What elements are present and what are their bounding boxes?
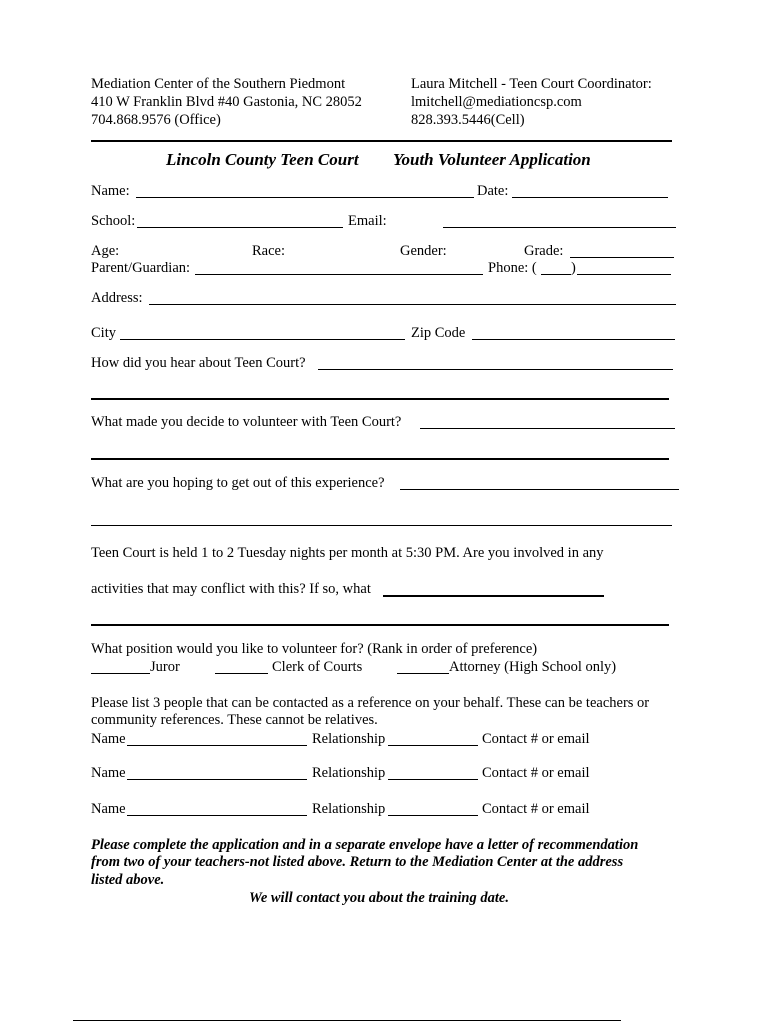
- grade-label: Grade:: [524, 243, 564, 259]
- conflict-field-line-2[interactable]: [91, 624, 669, 626]
- question-schedule-line-2: activities that may conflict with this? If so, what: [91, 581, 371, 597]
- reference-name-label: Name: [91, 765, 126, 781]
- name-label: Name:: [91, 183, 130, 199]
- date-field[interactable]: [512, 183, 668, 198]
- closing-line-1: Please complete the application and in a separate envelope have a letter of recommendation: [91, 837, 639, 853]
- reference-1-name-field[interactable]: [127, 731, 307, 746]
- reference-name-label: Name: [91, 731, 126, 747]
- reference-3-name-field[interactable]: [127, 801, 307, 816]
- org-phone: 704.868.9576 (Office): [91, 112, 221, 128]
- header-divider: [91, 140, 672, 142]
- title-application: Youth Volunteer Application: [393, 150, 591, 169]
- org-name: Mediation Center of the Southern Piedmont: [91, 76, 346, 92]
- reference-2-name-field[interactable]: [127, 765, 307, 780]
- decide-field-line-2[interactable]: [91, 458, 669, 460]
- juror-rank-field[interactable]: [91, 659, 150, 674]
- attorney-label: Attorney (High School only): [449, 659, 617, 675]
- closing-line-2: from two of your teachers-not listed above. Return to the Mediation Center at the address: [91, 854, 624, 870]
- clerk-label: Clerk of Courts: [272, 659, 363, 675]
- coordinator-name: Laura Mitchell - Teen Court Coordinator:: [411, 76, 652, 92]
- race-label: Race:: [252, 243, 286, 259]
- reference-contact-label: Contact # or email: [482, 801, 590, 817]
- reference-relationship-label: Relationship: [312, 731, 386, 747]
- phone-label: Phone: (: [488, 260, 537, 276]
- zip-label: Zip Code: [411, 325, 466, 341]
- attorney-rank-field[interactable]: [397, 659, 449, 674]
- reference-relationship-label: Relationship: [312, 765, 386, 781]
- clerk-rank-field[interactable]: [215, 659, 268, 674]
- date-label: Date:: [477, 183, 509, 199]
- address-label: Address:: [91, 290, 143, 306]
- hoping-field[interactable]: [400, 475, 679, 490]
- question-schedule-line-1: Teen Court is held 1 to 2 Tuesday nights per month at 5:30 PM. Are you involved in any: [91, 545, 604, 561]
- gender-label: Gender:: [400, 243, 447, 259]
- city-label: City: [91, 325, 116, 341]
- references-intro-line-2: community references. These cannot be relatives.: [91, 712, 378, 728]
- reference-2-relationship-field[interactable]: [388, 765, 478, 780]
- email-field[interactable]: [443, 213, 676, 228]
- closing-line-3: listed above.: [91, 872, 165, 888]
- name-field[interactable]: [136, 183, 474, 198]
- hear-field-line-2[interactable]: [91, 398, 669, 400]
- references-intro-line-1: Please list 3 people that can be contacted as a reference on your behalf. These can be teachers or: [91, 695, 650, 711]
- reference-contact-label: Contact # or email: [482, 731, 590, 747]
- reference-name-label: Name: [91, 801, 126, 817]
- school-label: School:: [91, 213, 136, 229]
- zip-field[interactable]: [472, 325, 675, 340]
- conflict-field[interactable]: [383, 581, 604, 597]
- school-field[interactable]: [137, 213, 343, 228]
- coordinator-email: lmitchell@mediationcsp.com: [411, 94, 582, 110]
- title-county: Lincoln County Teen Court: [166, 150, 359, 169]
- phone-paren-close: ): [571, 260, 576, 276]
- question-hear: How did you hear about Teen Court?: [91, 355, 306, 371]
- phone-area-code-field[interactable]: [541, 260, 571, 275]
- reference-contact-label: Contact # or email: [482, 765, 590, 781]
- question-position: What position would you like to volunteer for? (Rank in order of preference): [91, 641, 538, 657]
- email-label: Email:: [348, 213, 387, 229]
- hear-field[interactable]: [318, 355, 673, 370]
- question-hoping: What are you hoping to get out of this experience?: [91, 475, 385, 491]
- city-field[interactable]: [120, 325, 405, 340]
- age-label: Age:: [91, 243, 120, 259]
- coordinator-cell: 828.393.5446(Cell): [411, 112, 525, 128]
- reference-relationship-label: Relationship: [312, 801, 386, 817]
- question-decide: What made you decide to volunteer with Teen Court?: [91, 414, 402, 430]
- reference-3-relationship-field[interactable]: [388, 801, 478, 816]
- reference-1-relationship-field[interactable]: [388, 731, 478, 746]
- address-field[interactable]: [149, 290, 676, 305]
- footer-divider: [73, 1020, 621, 1021]
- parent-field[interactable]: [195, 260, 483, 275]
- closing-line-4: We will contact you about the training date.: [249, 890, 509, 906]
- hoping-field-line-2[interactable]: [91, 525, 672, 526]
- org-address: 410 W Franklin Blvd #40 Gastonia, NC 28052: [91, 94, 362, 110]
- juror-label: Juror: [150, 659, 180, 675]
- grade-field[interactable]: [570, 243, 674, 258]
- parent-label: Parent/Guardian:: [91, 260, 191, 276]
- phone-number-field[interactable]: [577, 260, 671, 275]
- decide-field[interactable]: [420, 414, 675, 429]
